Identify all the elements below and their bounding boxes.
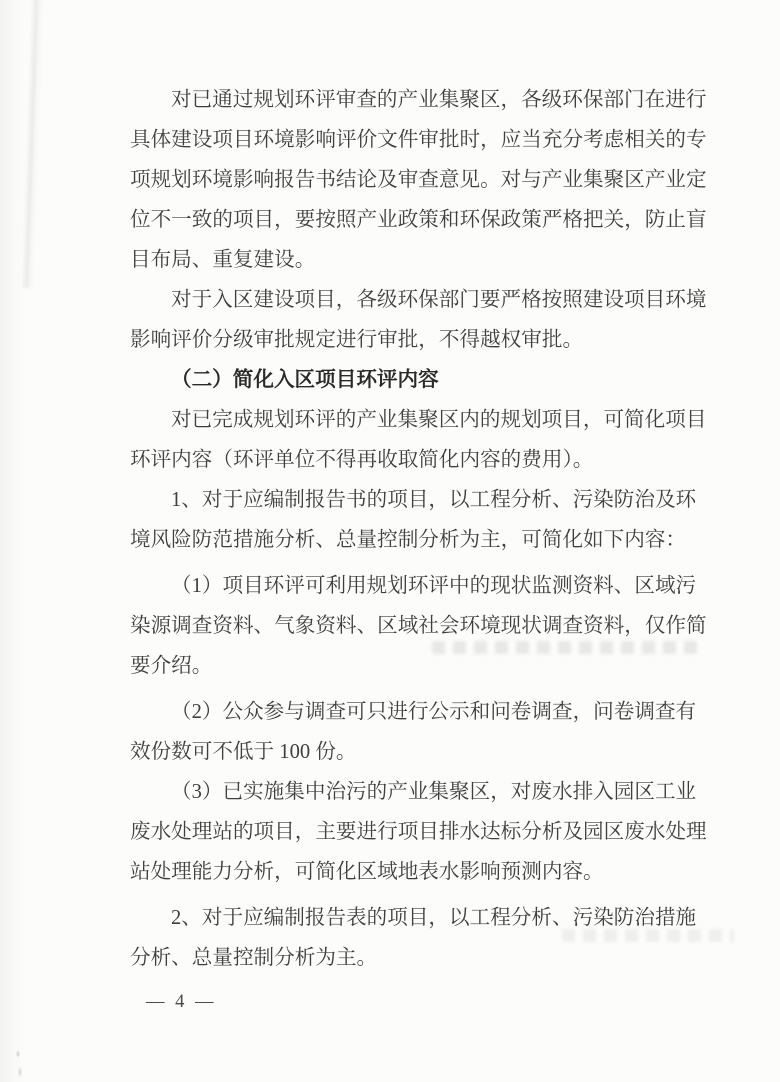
list-item-line: 2、对于应编制报告表的项目，以工程分析、污染防治措施	[171, 907, 697, 929]
paragraph-line: 具体建设项目环境影响评价文件审批时，应当充分考虑相关的专	[130, 129, 707, 151]
scan-crease-artifact	[21, 0, 45, 288]
scan-speck-artifact	[14, 1046, 24, 1080]
list-item-line: 站处理能力分析，可简化区域地表水影响预测内容。	[130, 861, 604, 883]
paragraph-line: 环评内容（环评单位不得再收取简化内容的费用）。	[130, 449, 594, 471]
paragraph-line: 目布局、重复建设。	[130, 249, 316, 271]
document-text-block	[130, 80, 707, 978]
paragraph-line: 项规划环境影响报告书结论及审查意见。对与产业集聚区产业定	[130, 169, 707, 191]
paragraph-line: 位不一致的项目，要按照产业政策和环保政策严格把关，防止盲	[130, 209, 707, 231]
paragraph-line: 对已完成规划环评的产业集聚区内的规划项目，可简化项目	[171, 409, 707, 431]
page-number: — 4 —	[146, 992, 217, 1012]
list-item-line: （1）项目环评可利用规划环评中的现状监测资料、区域污	[171, 575, 697, 597]
paper-edge-shadow-artifact	[0, 0, 26, 1082]
list-item-line: 境风险防范措施分析、总量控制分析为主，可简化如下内容：	[130, 529, 687, 551]
list-item-line: （2）公众参与调查可只进行公示和问卷调查，问卷调查有	[171, 701, 697, 723]
list-item-line: 分析、总量控制分析为主。	[130, 947, 378, 969]
list-item-line: 要介绍。	[130, 655, 213, 677]
list-item-line: 染源调查资料、气象资料、区域社会环境现状调查资料，仅作简	[130, 615, 707, 637]
list-item-line: 效份数可不低于 100 份。	[130, 741, 357, 763]
list-item-line: （3）已实施集中治污的产业集聚区，对废水排入园区工业	[171, 781, 697, 803]
list-item-line: 废水处理站的项目，主要进行项目排水达标分析及园区废水处理	[130, 821, 707, 843]
paragraph-line: 对于入区建设项目，各级环保部门要严格按照建设项目环境	[171, 289, 707, 311]
section-heading: （二）简化入区项目环评内容	[171, 369, 439, 391]
paragraph-line: 对已通过规划环评审查的产业集聚区，各级环保部门在进行	[171, 89, 707, 111]
paragraph-line: 影响评价分级审批规定进行审批，不得越权审批。	[130, 329, 584, 351]
list-item-line: 1、对于应编制报告书的项目，以工程分析、污染防治及环	[171, 489, 697, 511]
